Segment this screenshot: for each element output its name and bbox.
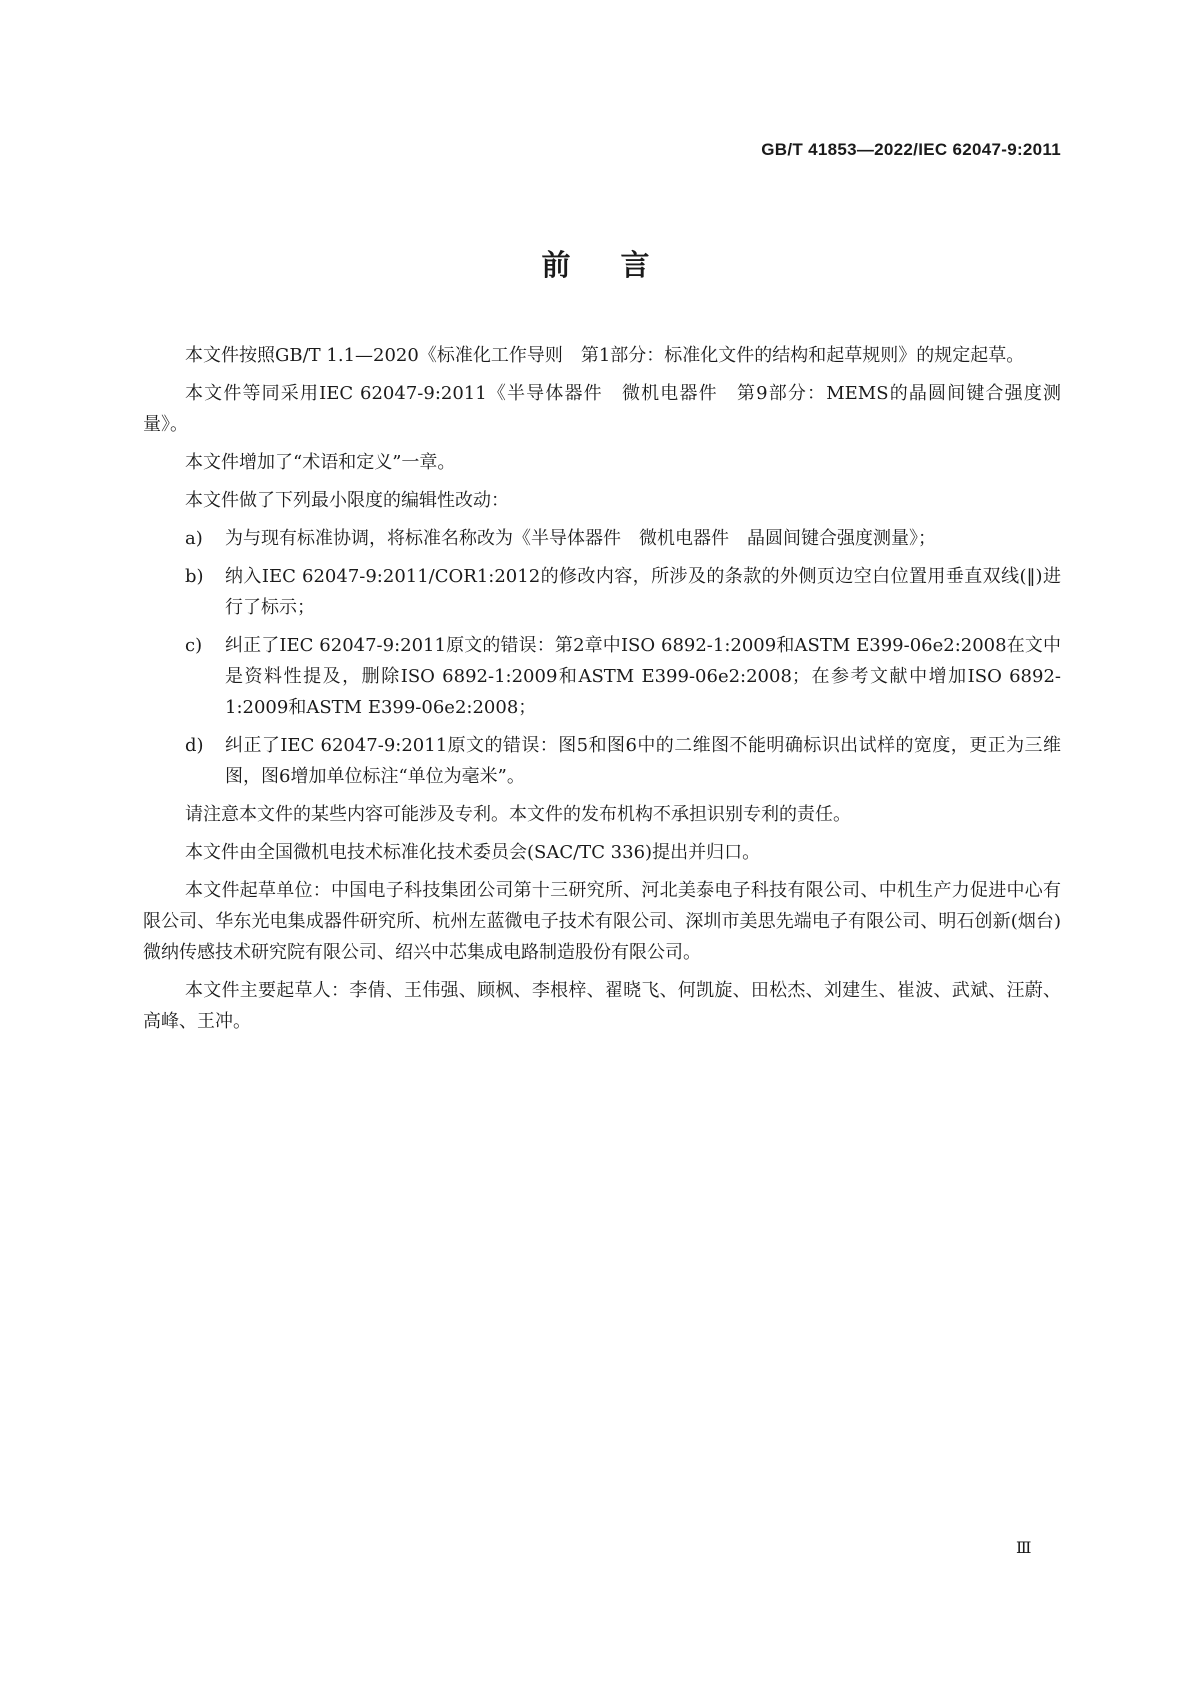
list-item-marker: a) bbox=[185, 528, 203, 549]
list-item bbox=[185, 561, 1061, 623]
paragraph-drafting-rules: 本文件按照GB/T 1.1—2020《标准化工作导则 第1部分：标准化文件的结构和起草规则》的规定起草。 bbox=[185, 345, 1025, 366]
foreword-body bbox=[143, 340, 1061, 1044]
paragraph-added-chapter: 本文件增加了“术语和定义”一章。 bbox=[185, 452, 456, 473]
paragraph-patent-notice: 请注意本文件的某些内容可能涉及专利。本文件的发布机构不承担识别专利的责任。 bbox=[185, 804, 851, 825]
paragraph-drafting-units: 本文件起草单位：中国电子科技集团公司第十三研究所、河北美泰电子科技有限公司、中机生产力促进中心有限公司、华东光电集成器件研究所、杭州左蓝微电子技术有限公司、深圳市美思先端电子有限公司、明石创新(烟台)微纳传感技术研究院有限公司、绍兴中芯集成电路制造股份有限公司。 bbox=[143, 880, 1061, 963]
paragraph-committee: 本文件由全国微机电技术标准化技术委员会(SAC/TC 336)提出并归口。 bbox=[185, 842, 761, 863]
list-item-text: 纳入IEC 62047-9:2011/COR1:2012的修改内容，所涉及的条款的外侧页边空白位置用垂直双线(‖)进行了标示； bbox=[225, 566, 1061, 618]
paragraph-drafters: 本文件主要起草人：李倩、王伟强、顾枫、李根梓、翟晓飞、何凯旋、田松杰、刘建生、崔波、武斌、汪蔚、高峰、王冲。 bbox=[143, 980, 1061, 1032]
list-item bbox=[185, 730, 1061, 792]
list-item-text: 为与现有标准协调，将标准名称改为《半导体器件 微机电器件 晶圆间键合强度测量》； bbox=[225, 528, 936, 549]
list-item-marker: d) bbox=[185, 735, 204, 756]
standard-number-header: GB/T 41853—2022/IEC 62047-9:2011 bbox=[761, 140, 1061, 159]
list-item bbox=[185, 523, 1061, 554]
list-item-marker: c) bbox=[185, 635, 203, 656]
list-item-text: 纠正了IEC 62047-9:2011原文的错误：图5和图6中的二维图不能明确标识出试样的宽度，更正为三维图，图6增加单位标注“单位为毫米”。 bbox=[225, 735, 1061, 787]
paragraph-equivalent-adoption: 本文件等同采用IEC 62047-9:2011《半导体器件 微机电器件 第9部分：MEMS的晶圆间键合强度测量》。 bbox=[143, 383, 1061, 435]
page-number: Ⅲ bbox=[1016, 1538, 1032, 1557]
list-item-text: 纠正了IEC 62047-9:2011原文的错误：第2章中ISO 6892-1:2009和ASTM E399-06e2:2008在文中是资料性提及，删除ISO 6892-1:2009和ASTM E399-06e2:2008；在参考文献中增加ISO 6892-1:2009和ASTM E399-06e2:2008； bbox=[225, 635, 1061, 718]
page-title: 前言 bbox=[541, 248, 700, 282]
paragraph-editorial-changes: 本文件做了下列最小限度的编辑性改动： bbox=[185, 490, 509, 511]
list-item-marker: b) bbox=[185, 566, 204, 587]
list-item bbox=[185, 630, 1061, 723]
